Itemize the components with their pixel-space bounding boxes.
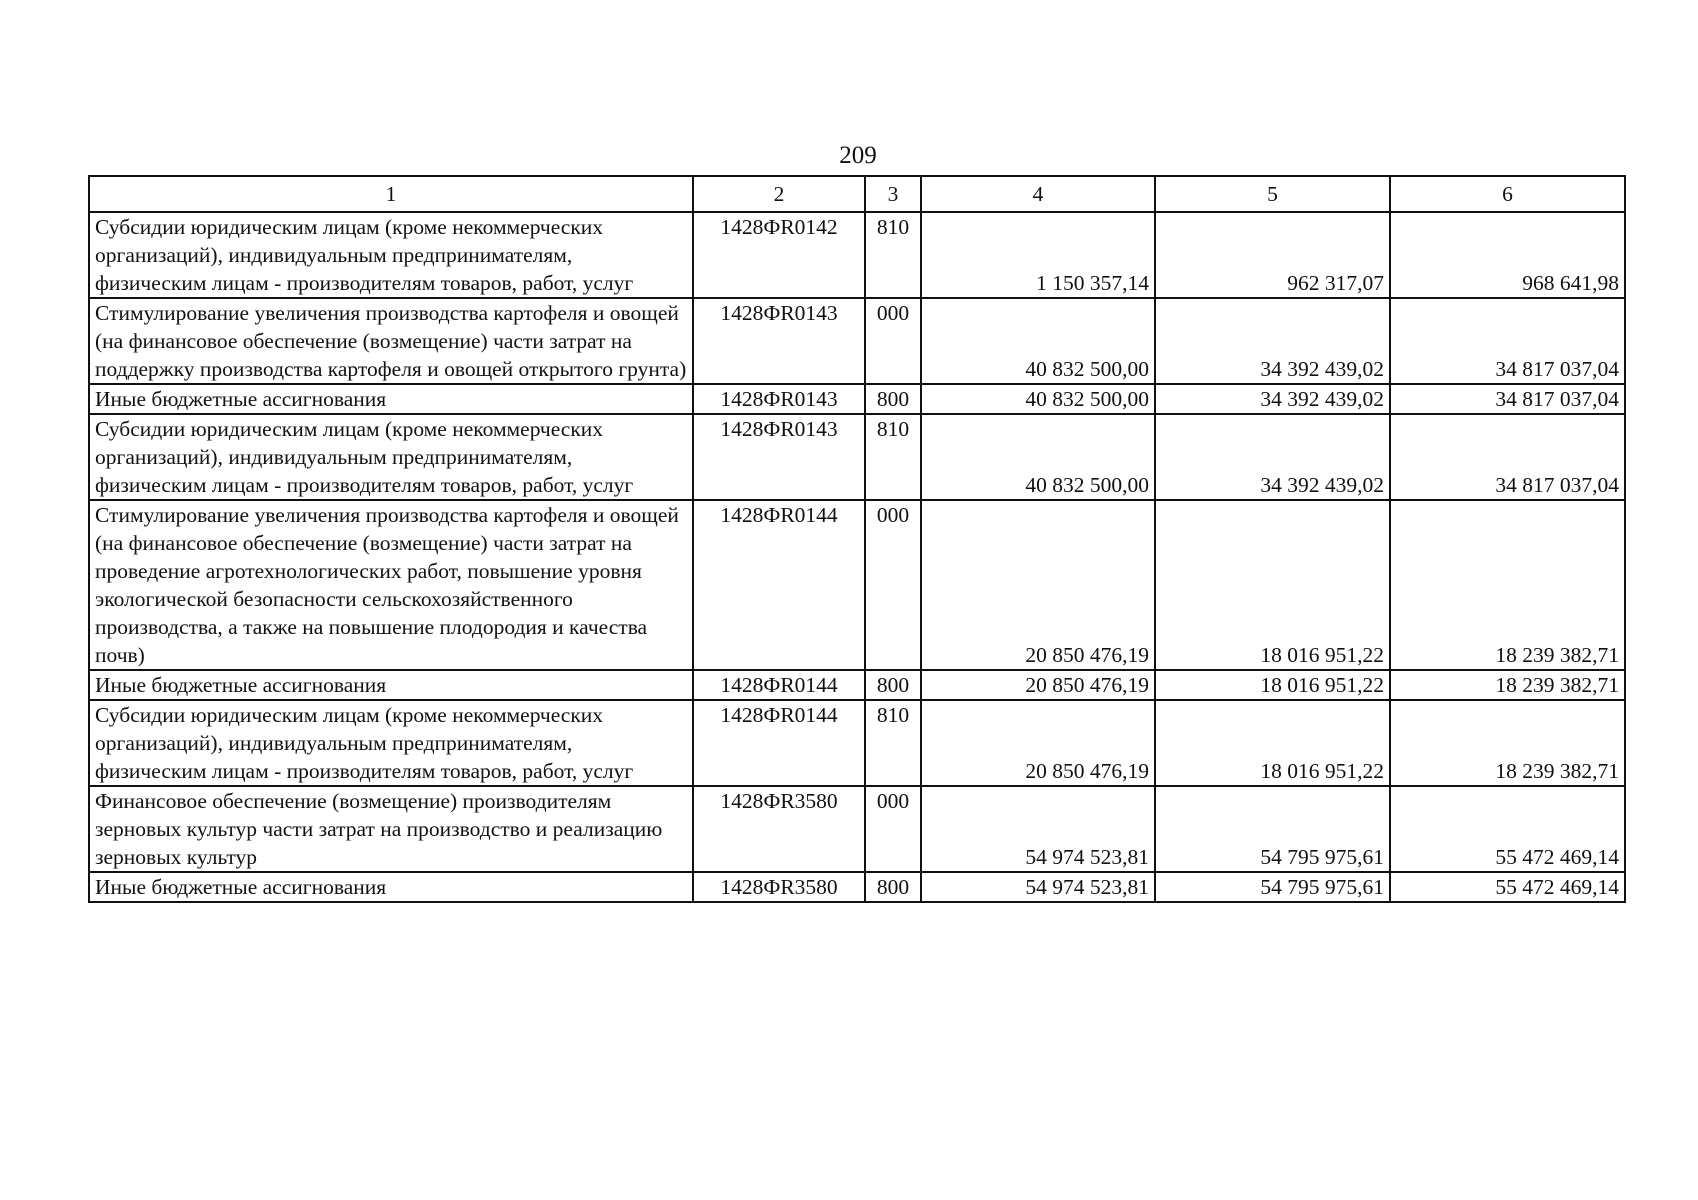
header-cell: 6 [1390,176,1625,212]
row-name: Стимулирование увеличения производства картофеля и овощей (на финансовое обеспечение (возмещение) части затрат на проведение агротехнологических работ, повышение уровня экологической безопасности сельскохозяйственного производства, а также на повышение плодородия и качества почв) [89,500,693,670]
row-type: 000 [865,298,921,384]
page-number: 209 [839,142,877,169]
row-value-4: 40 832 500,00 [921,414,1155,500]
row-value-6: 34 817 037,04 [1390,298,1625,384]
row-value-4: 20 850 476,19 [921,500,1155,670]
row-code: 1428ФR0144 [693,700,865,786]
row-name: Иные бюджетные ассигнования [89,872,693,902]
row-code: 1428ФR0144 [693,500,865,670]
row-value-4: 20 850 476,19 [921,700,1155,786]
header-cell: 5 [1155,176,1390,212]
row-type: 810 [865,700,921,786]
row-value-6: 34 817 037,04 [1390,384,1625,414]
table-row [89,786,1625,872]
row-value-4: 20 850 476,19 [921,670,1155,700]
row-value-5: 54 795 975,61 [1155,872,1390,902]
row-code: 1428ФR0143 [693,384,865,414]
table-row [89,414,1625,500]
row-value-6: 55 472 469,14 [1390,872,1625,902]
table-header-row [89,176,1625,212]
row-value-5: 34 392 439,02 [1155,298,1390,384]
row-value-6: 34 817 037,04 [1390,414,1625,500]
table-row [89,670,1625,700]
row-value-5: 962 317,07 [1155,212,1390,298]
row-name: Стимулирование увеличения производства картофеля и овощей (на финансовое обеспечение (возмещение) части затрат на поддержку производства картофеля и овощей открытого грунта) [89,298,693,384]
row-value-5: 18 016 951,22 [1155,700,1390,786]
row-value-5: 54 795 975,61 [1155,786,1390,872]
row-type: 810 [865,414,921,500]
row-value-5: 18 016 951,22 [1155,670,1390,700]
table-row [89,384,1625,414]
header-cell: 3 [865,176,921,212]
budget-table [88,175,1626,903]
row-code: 1428ФR0143 [693,414,865,500]
row-value-5: 18 016 951,22 [1155,500,1390,670]
row-value-6: 18 239 382,71 [1390,500,1625,670]
row-value-6: 18 239 382,71 [1390,670,1625,700]
row-code: 1428ФR0144 [693,670,865,700]
row-value-4: 54 974 523,81 [921,872,1155,902]
row-name: Субсидии юридическим лицам (кроме некоммерческих организаций), индивидуальным предпринимателям, физическим лицам - производителям товаров, работ, услуг [89,700,693,786]
row-value-6: 18 239 382,71 [1390,700,1625,786]
row-type: 800 [865,872,921,902]
row-value-4: 54 974 523,81 [921,786,1155,872]
table-row [89,700,1625,786]
row-code: 1428ФR0143 [693,298,865,384]
row-name: Субсидии юридическим лицам (кроме некоммерческих организаций), индивидуальным предпринимателям, физическим лицам - производителям товаров, работ, услуг [89,212,693,298]
row-type: 000 [865,786,921,872]
table-row [89,872,1625,902]
row-value-5: 34 392 439,02 [1155,384,1390,414]
row-name: Финансовое обеспечение (возмещение) производителям зерновых культур части затрат на производство и реализацию зерновых культур [89,786,693,872]
row-code: 1428ФR0142 [693,212,865,298]
row-name: Субсидии юридическим лицам (кроме некоммерческих организаций), индивидуальным предпринимателям, физическим лицам - производителям товаров, работ, услуг [89,414,693,500]
header-cell: 4 [921,176,1155,212]
row-name: Иные бюджетные ассигнования [89,384,693,414]
row-type: 810 [865,212,921,298]
row-value-6: 968 641,98 [1390,212,1625,298]
row-value-4: 40 832 500,00 [921,384,1155,414]
row-type: 800 [865,384,921,414]
row-value-6: 55 472 469,14 [1390,786,1625,872]
row-type: 000 [865,500,921,670]
row-type: 800 [865,670,921,700]
row-code: 1428ФR3580 [693,786,865,872]
row-value-4: 40 832 500,00 [921,298,1155,384]
row-value-4: 1 150 357,14 [921,212,1155,298]
table-row [89,500,1625,670]
row-code: 1428ФR3580 [693,872,865,902]
table-row [89,212,1625,298]
header-cell: 1 [89,176,693,212]
table-row [89,298,1625,384]
row-name: Иные бюджетные ассигнования [89,670,693,700]
row-value-5: 34 392 439,02 [1155,414,1390,500]
header-cell: 2 [693,176,865,212]
